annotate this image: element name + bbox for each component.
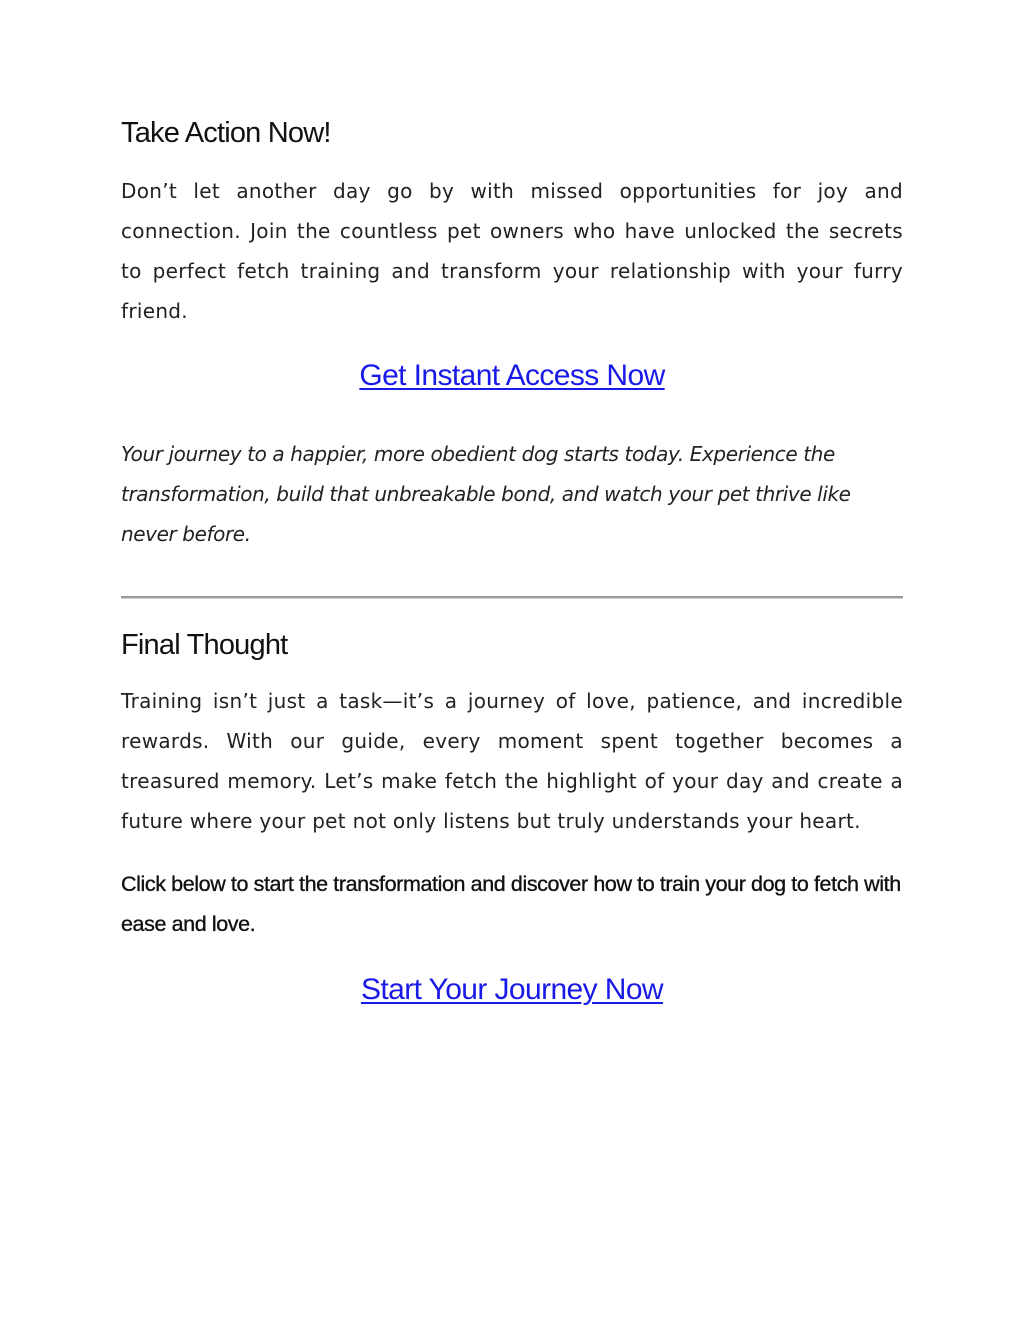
start-journey-cta	[121, 973, 903, 1007]
final-thought-paragraph: Training isn’t just a task—it’s a journey of love, patience, and incredible rewards. With our guide, every moment spent together becomes a treasured memory. Let’s make fetch the highlight of your day and create a future where your pet not only listens but truly understands your heart.	[121, 689, 903, 833]
take-action-heading: Take Action Now!	[121, 117, 331, 149]
take-action-paragraph: Don’t let another day go by with missed opportunities for joy and connection. Join the countless pet owners who have unlocked the secrets to perfect fetch training and transform your relationship with your furry friend.	[121, 179, 903, 323]
start-your-journey-link[interactable]: Start Your Journey Now	[361, 973, 663, 1006]
get-access-cta	[121, 359, 903, 393]
get-instant-access-link[interactable]: Get Instant Access Now	[359, 359, 665, 392]
section-divider	[121, 596, 903, 599]
click-below-prompt: Click below to start the transformation and discover how to train your dog to fetch with ease and love.	[121, 872, 901, 936]
journey-italic-note: Your journey to a happier, more obedient dog starts today. Experience the transformation, build that unbreakable bond, and watch your pet thrive like never before.	[121, 442, 851, 546]
final-thought-heading: Final Thought	[121, 629, 288, 661]
